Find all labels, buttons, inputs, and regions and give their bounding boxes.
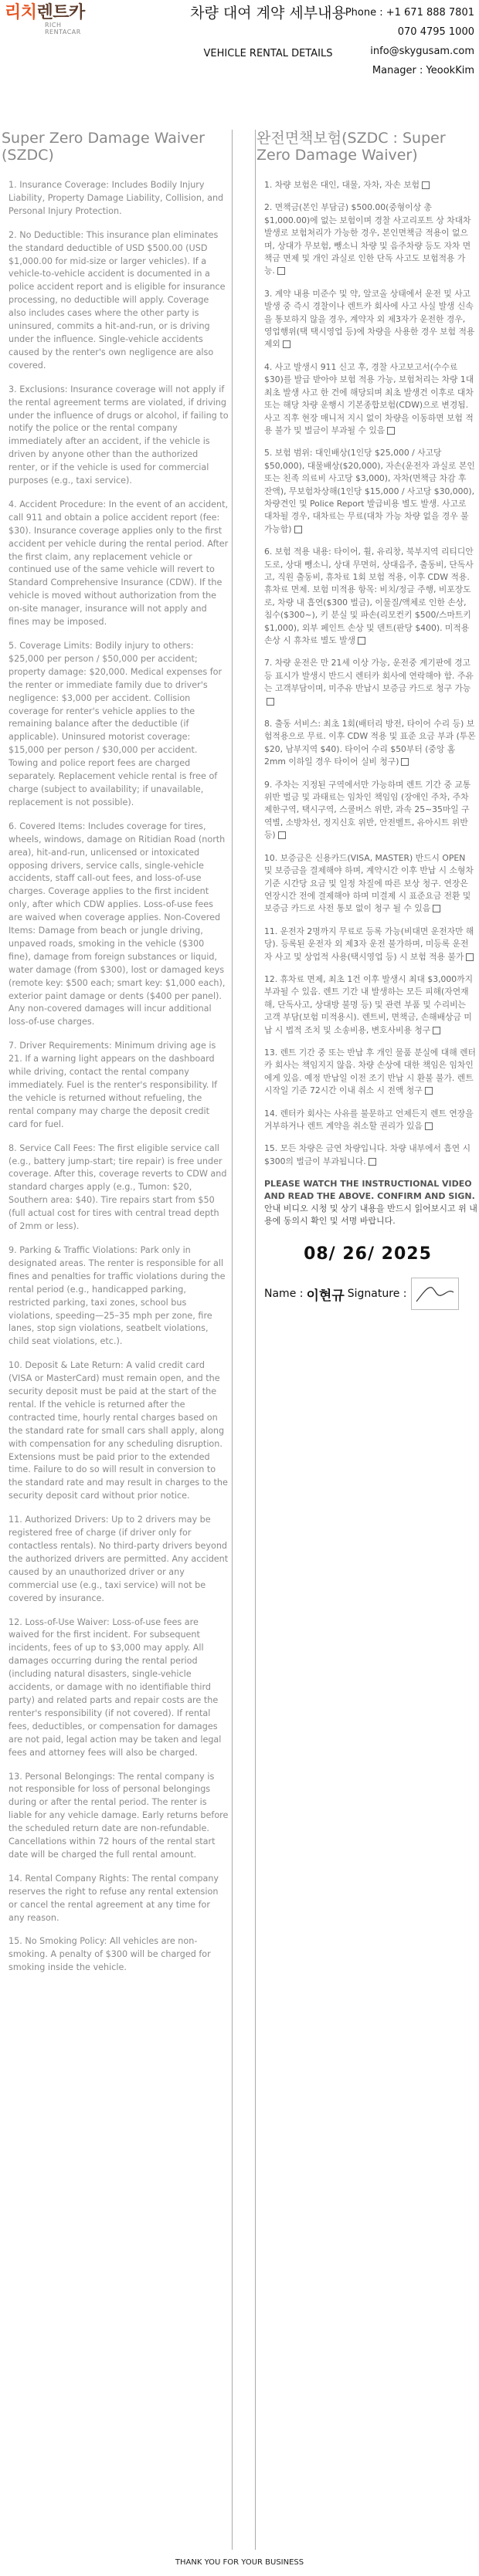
sign-notice [256, 1178, 479, 1227]
korean-term-text: 11. 운전자 2명까지 무료로 등록 가능(비대면 운전자만 해당). 등록된 운전자 외 제3자 운전 불가하며, 미등록 운전자 사고 및 상업적 사용(택시영업 등) 시 보험 적용 불가 [264, 926, 474, 962]
korean-term-3 [256, 288, 479, 351]
english-term-13: 13. Personal Belongings: The rental company is not responsible for loss of personal belongings during or after the rental period. The renter is liable for any vehicle damage. Early returns before the scheduled return date are non-refundable. Cancellations within 72 hours of the rental start date will be charged the full rental amount. [8, 1771, 229, 1860]
document-subtitle: VEHICLE RENTAL DETAILS [203, 48, 333, 59]
korean-term-text: 1. 차량 보험은 대인, 대물, 자차, 자손 보험 [264, 180, 420, 190]
email: info@skygusam.com [370, 46, 474, 57]
acknowledge-checkbox[interactable] [433, 1027, 440, 1034]
korean-term-text: 5. 보험 범위: 대인배상(1인당 $25,000 / 사고당 $50,000), 대물배상($20,000), 자손(운전자 과실로 본인 또는 친족 의료비 사고당 $3,000), 자차(면책금 차감 후 잔액), 무보험차상해(1인당 $15,000 / 사고당 $30,000), 차량견인 및 Police Report 발급비용 별도 발생. 사고로 대차될 경우, 대차료는 무료(대차 가능 차량 없을 경우 불가능함) [264, 448, 475, 534]
korean-term-text: 9. 주차는 지정된 구역에서만 가능하며 렌트 기간 중 교통위반 벌금 및 과태료는 임차인 책임임 (장애인 주차, 주차 제한구역, 택시구역, 스쿨버스 위반, 과속 25~35마일 구역별, 소방차선, 정지신호 위반, 안전벨트, 유아시트 위반 등) [264, 779, 471, 841]
logo-subtitle: RICH RENTACAR [45, 22, 81, 36]
acknowledge-checkbox[interactable] [294, 526, 302, 533]
acknowledge-checkbox[interactable] [422, 181, 430, 189]
english-term-14: 14. Rental Company Rights: The rental company reserves the right to refuse any rental extension or cancel the rental agreement at any time for any reason. [8, 1873, 219, 1923]
company-logo [5, 3, 96, 34]
korean-term-text: 13. 렌트 기간 중 또는 반납 후 개인 물품 분실에 대해 렌터카 회사는 책임지지 않음. 차량 손상에 대한 책임은 임차인에게 있음. 예정 반납일 이전 조기 반납 시 환불 불가. 렌트 시작일 기준 72시간 이내 취소 시 전액 청구 [264, 1047, 476, 1096]
korean-term-text: 3. 계약 내용 미준수 및 약, 알코올 상태에서 운전 및 사고 발생 중 즉시 경찰이나 렌트카 회사에 사고 사실 발생 신속을 통보하지 않을 경우, 계약자 외 제3자가 운전한 경우, 영업행위(택 택시영업 등)에 차량을 사용한 경우 보험 적용 제외 [264, 288, 475, 350]
contact-info [335, 3, 474, 80]
korean-term-text: 2. 면책금(본인 부담금) $500.00(중형이상 총 $1,000.00)에 없는 보험이며 경찰 사고리포트 상 차대차 발생로 보험처리가 가능한 경우, 본인면책금 적용이 없으며, 상대가 무보험, 뺑소니 차량 및 음주차량 등도 자차 면책금 면제 및 개인 과실로 인한 단독 사고도 보험적용 가능. [264, 202, 471, 276]
english-term-8: 8. Service Call Fees: The first eligible service call (e.g., battery jump-start; tire repair) is free under coverage. After this, coverage reverts to CDW and standard charges apply (e.g., Tumon: $20, Southern area: $40). Tire repairs start from $50 (full actual cost for tires with central tread depth of 2mm or less). [8, 1142, 227, 1232]
english-term-10: 10. Deposit & Late Return: A valid credit card (VISA or MasterCard) must remain open, and the security deposit must be paid at the start of the rental. If the vehicle is returned after the contracted time, hourly rental charges based on the standard rate for small cars shall apply, along with compensation for any scheduling disruption. Extensions must be paid prior to the extended time. Failure to do so will result in conversion to the standard rate and may result in charges to the security deposit card without prior notice. [8, 1360, 228, 1501]
phone-alt: 070 4795 1000 [397, 26, 474, 38]
korean-term-6 [256, 546, 479, 647]
korean-term-11 [256, 926, 479, 963]
acknowledge-checkbox[interactable] [401, 758, 409, 766]
english-term-4: 4. Accident Procedure: In the event of an accident, call 911 and obtain a police accident report (fee: $30). Insurance coverage applies only to the first accident per vehicle during the rental period. After the first claim, any replacement vehicle or continued use of the same vehicle will revert to Standard Comprehensive Insurance (CDW). If the vehicle is moved without authorization from the on-site manager, insurance will not apply and fines may be imposed. [8, 499, 229, 628]
korean-term-text: 14. 렌터카 회사는 사유를 불문하고 언제든지 렌트 연장을 거부하거나 렌트 계약을 취소할 권리가 있음 [264, 1108, 474, 1131]
acknowledge-checkbox[interactable] [267, 698, 274, 706]
korean-term-text: 8. 출동 서비스: 최초 1회(배터리 방전, 타이어 수리 등) 보험적용으로 무료. 이후 CDW 적용 및 표준 요금 부과 (투몬 $20, 남부지역 $40). 타이어 수리 $50부터 (중앙 홈 2mm 이하일 경우 타이어 실비 청구) [264, 719, 476, 767]
korean-term-text: 15. 모든 차량은 금연 차량입니다. 차량 내부에서 흡연 시 $300의 벌금이 부과됩니다. [264, 1143, 471, 1166]
english-terms-list [0, 179, 230, 1975]
phone: Phone : +1 671 888 7801 [345, 7, 474, 19]
korean-term-14 [256, 1108, 479, 1133]
english-term-5: 5. Coverage Limits: Bodily injury to others: $25,000 per person / $50,000 per accident; property damage: $20,000. Medical expenses for the renter or immediate family due to driver's negligence: $3,000 per accident. Collision coverage for renter's vehicle applies to the remaining balance after the deductible (if applicable). Uninsured motorist coverage: $15,000 per person / $30,000 per accident. Towing and police report fees are charged separately. Replacement vehicle rental is free of charge (subject to availability; if unavailable, replacement is not possible). [8, 641, 223, 807]
korean-terms-title: 완전면책보험(SZDC : Super Zero Damage Waiver) [256, 130, 446, 164]
acknowledge-checkbox[interactable] [425, 1087, 433, 1095]
english-term-9: 9. Parking & Traffic Violations: Park only in designated areas. The renter is responsible for all fines and penalties for traffic violations during the rental period (e.g., handicapped parking, restricted parking, taxi zones, school bus violations, speeding—25–35 mph per zone, fire lanes, stop sign violations, seatbelt violations, child seat violations, etc.). [8, 1244, 226, 1347]
footer-text: THANK YOU FOR YOUR BUSINESS [175, 2558, 304, 2567]
name-label: Name : [264, 1288, 304, 1301]
acknowledge-checkbox[interactable] [278, 831, 286, 839]
english-terms-title: Super Zero Damage Waiver (SZDC) [2, 130, 205, 164]
acknowledge-checkbox[interactable] [466, 953, 474, 961]
korean-term-text: 7. 차량 운전은 만 21세 이상 가능, 운전중 계기판에 경고등 표시가 발생시 반드시 렌터카 회사에 연락해야 함. 주유는 고객부담이며, 미주유 반납시 보증금 카드로 청구 가능 [264, 658, 474, 694]
korean-term-15 [256, 1142, 479, 1168]
english-term-12: 12. Loss-of-Use Waiver: Loss-of-use fees are waived for the first incident. For subsequent incidents, fees of up to $3,000 may apply. All damages occurring during the rental period (including natural disasters, single-vehicle accidents, or damage with no identifiable third party) and related parts and repair costs are the renter's responsibility (if not covered). If rental fees, deductibles, or compensation for damages are not paid, legal action may be taken and legal fees and attorney fees will also be charged. [8, 1616, 222, 1758]
english-term-1: 1. Insurance Coverage: Includes Bodily Injury Liability, Property Damage Liability, Collision, and Personal Injury Protection. [8, 180, 224, 216]
korean-term-9 [256, 779, 479, 842]
korean-term-text: 10. 보증금은 신용카드(VISA, MASTER) 반드시 OPEN 및 보증금을 결제해야 하며, 계약시간 이후 반납 시 소형차 기준 시간당 요금 및 일정 차질에 따른 보상 청구. 연장은 연장시간 전에 결제해야 하며 미결제 시 표준요금 전환 및 보증금 카드로 사전 통보 없이 청구 될 수 있음 [264, 852, 474, 914]
signature-image [411, 1278, 459, 1310]
english-term-2: 2. No Deductible: This insurance plan eliminates the standard deductible of USD $500.00 (USD $1,000.00 for mid-size or larger vehicles). If a vehicle-to-vehicle accident is documented in a police accident report and is eligible for insurance processing, no deductible will apply. Coverage also includes cases where the other party is uninsured, commits a hit-and-run, or is driving under the influence. Single-vehicle accidents caused by the renter's own negligence are also covered. [8, 229, 226, 371]
english-term-7: 7. Driver Requirements: Minimum driving age is 21. If a warning light appears on the dashboard while driving, contact the rental company immediately. Fuel is the renter's responsibility. If the vehicle is returned without refueling, the rental company may charge the deposit credit card for fuel. [8, 1041, 218, 1129]
english-term-15: 15. No Smoking Policy: All vehicles are non-smoking. A penalty of $300 will be charged for smoking inside the vehicle. [8, 1936, 211, 1973]
korean-term-text: 4. 사고 발생시 911 신고 후, 경찰 사고보고서(수수료 $30)를 발급 받아야 보험 적용 가능, 보험처리는 차량 1대 최초 발생 사고 한 건에 해당되며 최초 발생건 이후로 대차 또는 해당 차량 운행시 기본종합보험(CDW)으로 변경됨. 사고 직후 현장 매니저 지시 없이 차량을 이동하면 보험 적용 불가 및 벌금이 부과될 수 있음 [264, 361, 474, 435]
document-title: 차량 대여 계약 세부내용 [190, 5, 346, 22]
logo-text-red: 리치 [5, 3, 37, 22]
acknowledge-checkbox[interactable] [369, 1158, 376, 1166]
korean-term-2 [256, 201, 479, 277]
column-divider-right [255, 130, 256, 2550]
acknowledge-checkbox[interactable] [433, 905, 440, 912]
header [0, 0, 479, 116]
renter-name: 이현규 [306, 1288, 345, 1304]
signature-label: Signature : [347, 1288, 407, 1301]
korean-term-text: 12. 휴차료 면제, 최초 1건 이후 발생시 최대 $3,000까지 부과될 수 있음. 렌트 기간 내 발생하는 모든 피해(자연재해, 단독사고, 상대방 불명 등) 및 관련 부품 및 수리비는 고객 부담(보험 미적용시). 렌트비, 면책금, 손해배상금 미납 시 법적 조치 및 소송비용, 변호사비용 청구 [264, 973, 474, 1035]
english-term-6: 6. Covered Items: Includes coverage for tires, wheels, windows, damage on Ritidian Road (north area), hit-and-run, unlicensed or intoxicated opposing drivers, service calls, single-vehicle accidents, staff call-out fees, and loss-of-use charges. Coverage applies to the first incident only, after which CDW applies. Loss-of-use fees are waived when coverage applies. Non-Covered Items: Damage from beach or jungle driving, unpaved roads, smoking in the vehicle ($300 fine), damage from foreign substances or liquid, water damage (from $300), lost or damaged keys (remote key: $500 each; smart key: $1,000 each), exterior paint damage or dents ($400 per panel). Any non-covered damages will incur additional loss-of-use charges. [8, 821, 226, 1027]
english-term-3: 3. Exclusions: Insurance coverage will not apply if the rental agreement terms are violated, if driving under the influence of drugs or alcohol, if failing to notify the police or the rental company immediately after an accident, if the vehicle is driven by anyone other than the authorized renter, or if the vehicle is used for commercial purposes (e.g., taxi service). [8, 384, 229, 486]
signature-date: 08/ 26/ 2025 [304, 1244, 432, 1264]
logo-text-dark: 렌트카 [36, 3, 85, 22]
korean-term-4 [256, 361, 479, 437]
acknowledge-checkbox[interactable] [283, 340, 290, 348]
korean-term-text: 6. 보험 적용 내용: 타이어, 휠, 유리창, 북부지역 리티디안도로, 상대 뺑소니, 상대 무면허, 상대음주, 출동비, 단독사고, 직원 출동비, 휴차료 1회 보험 적용, 이후 CDW 적용. 휴차료 면제. 보험 미적용 항목: 비치/정글 주행, 비포장도로, 차량 내 흡연($300 벌금), 이물질/액체로 인한 손상, 침수($300~), 키 분실 및 파손(리모컨키 $500/스마트키 $1,000), 외부 페인트 손상 및 덴트(판당 $400). 미적용 손상 시 휴차료 별도 발생 [264, 547, 474, 645]
acknowledge-checkbox[interactable] [387, 427, 395, 435]
sign-notice-korean: 안내 비디오 시청 및 상기 내용을 반드시 읽어보시고 위 내용에 동의시 확인 및 서명 바랍니다. [264, 1203, 477, 1227]
korean-term-13 [256, 1047, 479, 1098]
korean-term-1 [256, 179, 479, 191]
sign-notice-english: PLEASE WATCH THE INSTRUCTIONAL VIDEO AND READ THE ABOVE. CONFIRM AND SIGN. [264, 1179, 475, 1202]
acknowledge-checkbox[interactable] [358, 637, 365, 645]
korean-term-8 [256, 718, 479, 769]
manager: Manager : YeookKim [372, 65, 474, 76]
signature-row [256, 1278, 479, 1310]
english-term-11: 11. Authorized Drivers: Up to 2 drivers may be registered free of charge (if driver only for contactless rentals). No third-party drivers beyond the authorized drivers are permitted. Any accident caused by an unauthorized driver or any commercial use (e.g., taxi service) will not be covered by insurance. [8, 1515, 229, 1603]
korean-terms-list [256, 179, 479, 1168]
korean-term-12 [256, 973, 479, 1037]
korean-term-5 [256, 447, 479, 536]
english-terms-column [0, 130, 230, 1985]
acknowledge-checkbox[interactable] [277, 267, 285, 275]
korean-term-7 [256, 657, 479, 708]
korean-terms-column [256, 130, 479, 1310]
column-divider-left [232, 130, 233, 2550]
acknowledge-checkbox[interactable] [425, 1122, 433, 1130]
korean-term-10 [256, 852, 479, 916]
